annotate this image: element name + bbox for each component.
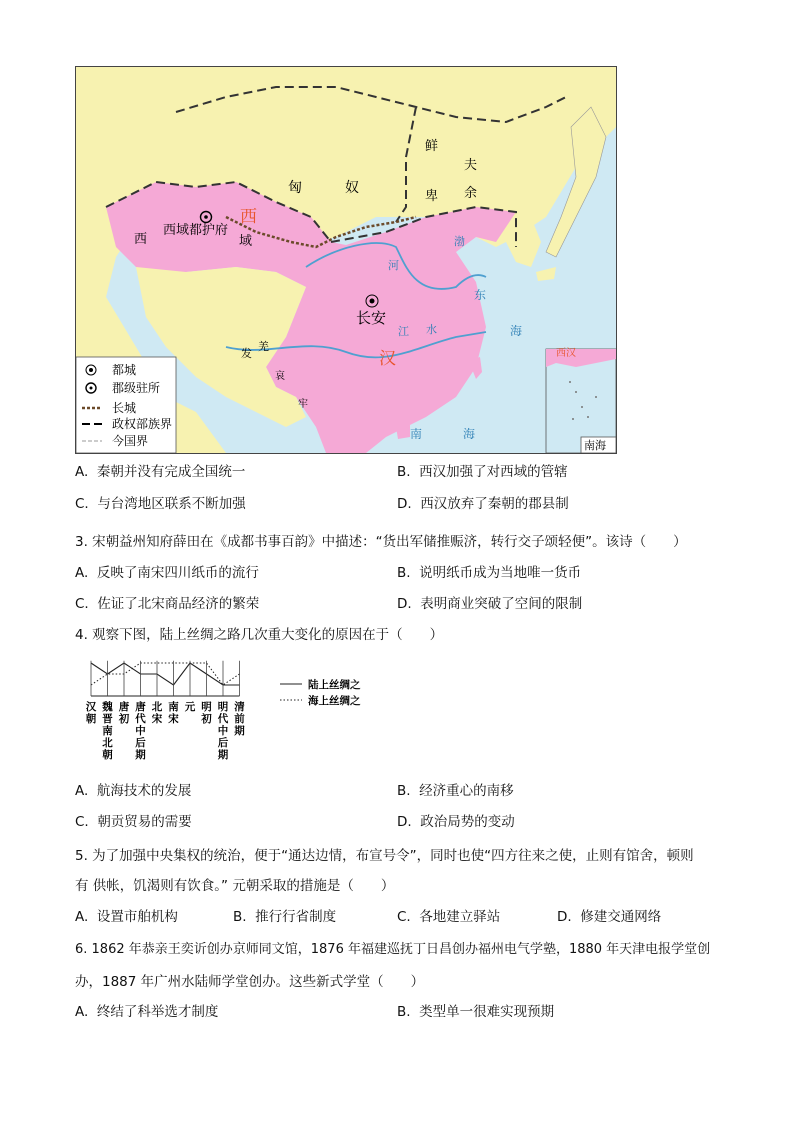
- option-letter: C.: [75, 814, 89, 830]
- q5-option-b[interactable]: [233, 907, 336, 927]
- option-text: 反映了南宋四川纸币的流行: [96, 565, 259, 581]
- option-text: 政治局势的变动: [420, 814, 515, 830]
- map-label-dong: 东: [474, 288, 487, 302]
- option-letter: A.: [75, 1004, 89, 1020]
- q3-option-d[interactable]: [397, 594, 582, 614]
- option-text: 航海技术的发展: [96, 783, 192, 799]
- q4-stem: 4. 观察下图，陆上丝绸之路几次重大变化的原因在于（ ）: [75, 627, 444, 643]
- option-text: 各地建立驿站: [419, 909, 501, 925]
- option-letter: D.: [557, 909, 572, 925]
- map-label-nan: 南: [410, 427, 423, 441]
- map-label-qiang: 羌: [258, 340, 269, 353]
- q5-option-a[interactable]: [75, 907, 178, 927]
- option-letter: C.: [75, 496, 89, 512]
- option-letter: C.: [75, 596, 89, 612]
- category-label: 南宋: [168, 701, 179, 725]
- map-label-xiongnu-2: 奴: [345, 180, 359, 196]
- legend-label-regime-border: 政权部族界: [112, 417, 173, 431]
- map-label-xi: 西: [134, 232, 148, 247]
- q6-stem-line2: 办，1887 年广州水陆师学堂创办。这些新式学堂（ ）: [75, 974, 425, 990]
- option-text: 推行行省制度: [255, 909, 337, 925]
- option-text: 朝贡贸易的需要: [97, 814, 192, 830]
- q3-option-b[interactable]: [397, 563, 581, 583]
- map-label-xiyu-big-2: 域: [239, 234, 253, 249]
- q6-stem-line1: 6. 1862 年恭亲王奕䜣创办京师同文馆，1876 年福建巡抚丁日昌创办福州电气学塾，1880 年天津电报学堂创: [75, 942, 711, 957]
- option-letter: C.: [397, 909, 411, 925]
- category-label: 魏晋南北朝: [102, 701, 113, 760]
- option-text: 佐证了北宋商品经济的繁荣: [97, 596, 260, 612]
- option-text: 设置市舶机构: [96, 909, 178, 925]
- map-label-bohai: 渤: [454, 235, 465, 248]
- q4-option-a[interactable]: [75, 781, 191, 801]
- map-label-fa: 发: [241, 347, 252, 360]
- map-label-changan: 长安: [356, 309, 387, 327]
- map-label-xiongnu-1: 匈: [288, 180, 302, 196]
- option-text: 西汉放弃了秦朝的郡县制: [420, 496, 569, 512]
- silk-road-chart-svg: [80, 648, 380, 760]
- category-label: 元: [184, 701, 196, 713]
- category-label: 汉朝: [85, 701, 97, 725]
- option-letter: B.: [397, 783, 411, 799]
- q5-stem-line1: 5. 为了加强中央集权的统治，便于“通达边情，布宣号令”，同时也使“四方往来之使，止则有馆舍，顿则: [75, 848, 694, 864]
- q3-stem: 3. 宋朝益州知府薛田在《成都书事百韵》中描述：“货出军储推赈济，转行交子颂轻便”。该诗（ ）: [75, 534, 687, 550]
- legend-label-capital: 都城: [112, 363, 137, 377]
- category-label: 唐初: [118, 701, 130, 725]
- option-text: 西汉加强了对西域的管辖: [419, 464, 568, 480]
- legend-label-great-wall: 长城: [112, 401, 137, 415]
- q2-option-a[interactable]: [75, 462, 245, 482]
- q2-option-d[interactable]: [397, 494, 569, 514]
- map-label-xianbei-1: 鲜: [425, 139, 439, 154]
- map-label-ai: 哀: [275, 371, 285, 382]
- category-label: 唐代中后期: [135, 701, 146, 760]
- q5-stem-line2: 有 供帐，饥渴则有饮食。” 元朝采取的措施是（ ）: [75, 878, 395, 894]
- option-text: 类型单一很难实现预期: [419, 1004, 555, 1020]
- map-svg: [76, 67, 616, 453]
- map-label-duhufu: 西域都护府: [163, 223, 229, 238]
- map-label-fuyu-1: 夫: [464, 158, 478, 173]
- map-label-shui: 水: [426, 323, 437, 336]
- option-letter: A.: [75, 565, 89, 581]
- q6-option-a[interactable]: [75, 1002, 218, 1022]
- option-text: 表明商业突破了空间的限制: [420, 596, 583, 612]
- q4-option-c[interactable]: [75, 812, 192, 832]
- legend-label-national-border: 今国界: [112, 434, 149, 448]
- legend-label: 海上丝绸之: [308, 695, 361, 707]
- option-text: 经济重心的南移: [419, 783, 514, 799]
- map-label-he: 河: [388, 259, 399, 272]
- q5-option-c[interactable]: [397, 907, 500, 927]
- q2-option-c[interactable]: [75, 494, 246, 514]
- legend-label: 陆上丝绸之: [308, 679, 361, 691]
- option-letter: B.: [233, 909, 247, 925]
- inset-corner-label: 南海: [584, 439, 606, 452]
- category-label: 清前期: [234, 701, 245, 737]
- q4-option-b[interactable]: [397, 781, 514, 801]
- option-letter: D.: [397, 496, 412, 512]
- option-letter: A.: [75, 909, 89, 925]
- option-letter: A.: [75, 464, 89, 480]
- map-label-fuyu-2: 余: [464, 186, 478, 201]
- map-label-lao: 牢: [298, 399, 308, 410]
- option-text: 秦朝并没有完成全国统一: [96, 464, 246, 480]
- q6-option-b[interactable]: [397, 1002, 554, 1022]
- q4-option-d[interactable]: [397, 812, 515, 832]
- q2-option-b[interactable]: [397, 462, 568, 482]
- option-letter: B.: [397, 565, 411, 581]
- option-text: 终结了科举选才制度: [96, 1004, 219, 1020]
- option-letter: B.: [397, 464, 411, 480]
- han-dynasty-map: [75, 66, 617, 454]
- q3-option-c[interactable]: [75, 594, 259, 614]
- category-label: 明初: [201, 701, 212, 725]
- option-text: 与台湾地区联系不断加强: [97, 496, 246, 512]
- map-label-xiyu-big-1: 西: [240, 207, 257, 227]
- silk-road-chart: [80, 648, 380, 760]
- q5-option-d[interactable]: [557, 907, 661, 927]
- category-label: 明代中后期: [217, 701, 229, 760]
- inset-title: 西汉: [556, 348, 576, 359]
- option-letter: B.: [397, 1004, 411, 1020]
- map-label-hai: 海: [510, 324, 523, 338]
- q3-option-a[interactable]: [75, 563, 259, 583]
- option-letter: D.: [397, 596, 412, 612]
- option-letter: D.: [397, 814, 412, 830]
- map-label-han: 汉: [379, 349, 396, 369]
- map-label-jiang: 江: [398, 325, 409, 338]
- category-label: 北宋: [151, 701, 163, 725]
- option-text: 说明纸币成为当地唯一货币: [419, 565, 582, 581]
- option-letter: A.: [75, 783, 89, 799]
- map-label-hai2: 海: [463, 427, 476, 441]
- hainan-island: [396, 425, 410, 439]
- map-label-xianbei-2: 卑: [425, 189, 439, 204]
- option-text: 修建交通网络: [580, 909, 662, 925]
- legend-label-prefecture: 郡级驻所: [112, 381, 161, 395]
